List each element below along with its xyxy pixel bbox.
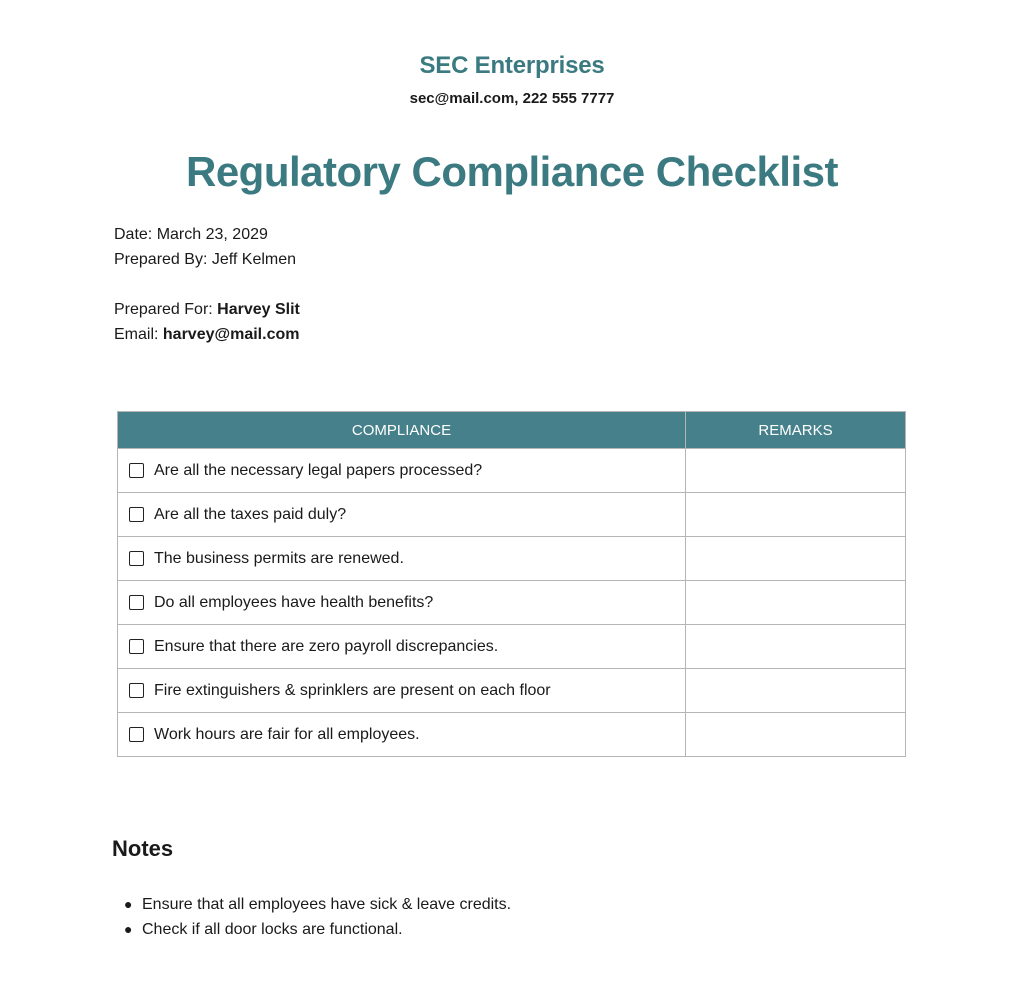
table-row — [118, 449, 906, 493]
company-contact: sec@mail.com, 222 555 7777 — [409, 90, 615, 107]
note-text: Check if all door locks are functional. — [142, 921, 403, 938]
table-row — [118, 493, 906, 537]
compliance-item-text: The business permits are renewed. — [154, 549, 404, 567]
remarks-cell[interactable] — [686, 581, 906, 625]
prepared-by-line — [114, 250, 296, 270]
email-value: harvey@mail.com — [162, 326, 300, 343]
table-header-row — [118, 412, 906, 449]
list-item — [124, 892, 512, 917]
bullet-icon: ● — [124, 896, 133, 912]
column-header-compliance: COMPLIANCE — [118, 412, 686, 449]
prepared-for-label: Prepared For: — [114, 301, 213, 318]
compliance-cell — [118, 669, 686, 713]
compliance-item-text: Ensure that there are zero payroll discrepancies. — [154, 637, 499, 655]
remarks-cell[interactable] — [686, 537, 906, 581]
email-line — [114, 325, 299, 345]
table-row — [118, 713, 906, 757]
remarks-cell[interactable] — [686, 713, 906, 757]
checkbox[interactable] — [129, 551, 144, 566]
checkbox[interactable] — [129, 595, 144, 610]
compliance-cell — [118, 493, 686, 537]
table-row — [118, 669, 906, 713]
table-row — [118, 581, 906, 625]
table-row — [118, 625, 906, 669]
table-row — [118, 537, 906, 581]
prepared-for-value: Harvey Slit — [217, 301, 300, 318]
column-header-remarks: REMARKS — [686, 412, 906, 449]
compliance-cell — [118, 581, 686, 625]
compliance-item-text: Work hours are fair for all employees. — [154, 725, 420, 743]
checkbox[interactable] — [129, 507, 144, 522]
checkbox[interactable] — [129, 463, 144, 478]
remarks-cell[interactable] — [686, 493, 906, 537]
checkbox[interactable] — [129, 727, 144, 742]
notes-list — [124, 892, 512, 942]
note-text: Ensure that all employees have sick & leave credits. — [142, 896, 512, 913]
prepared-for-line — [114, 300, 300, 320]
date-line — [114, 225, 268, 245]
checkbox[interactable] — [129, 639, 144, 654]
remarks-cell[interactable] — [686, 449, 906, 493]
compliance-cell — [118, 449, 686, 493]
compliance-item-text: Fire extinguishers & sprinklers are present on each floor — [154, 681, 551, 699]
prepared-by-value: Jeff Kelmen — [211, 251, 297, 268]
compliance-cell — [118, 713, 686, 757]
remarks-cell[interactable] — [686, 625, 906, 669]
notes-heading: Notes — [112, 836, 174, 861]
document-title: Regulatory Compliance Checklist — [185, 148, 838, 195]
compliance-cell — [118, 537, 686, 581]
company-name: SEC Enterprises — [419, 52, 605, 79]
email-label: Email: — [114, 326, 159, 343]
date-value: March 23, 2029 — [156, 226, 268, 243]
checkbox[interactable] — [129, 683, 144, 698]
compliance-item-text: Are all the taxes paid duly? — [154, 505, 347, 523]
compliance-cell — [118, 625, 686, 669]
list-item — [124, 917, 511, 942]
remarks-cell[interactable] — [686, 669, 906, 713]
compliance-item-text: Are all the necessary legal papers processed? — [154, 461, 483, 479]
compliance-item-text: Do all employees have health benefits? — [154, 593, 434, 611]
compliance-table — [117, 411, 905, 757]
bullet-icon: ● — [124, 921, 133, 937]
date-label: Date: — [114, 226, 153, 243]
prepared-by-label: Prepared By: — [114, 251, 208, 268]
